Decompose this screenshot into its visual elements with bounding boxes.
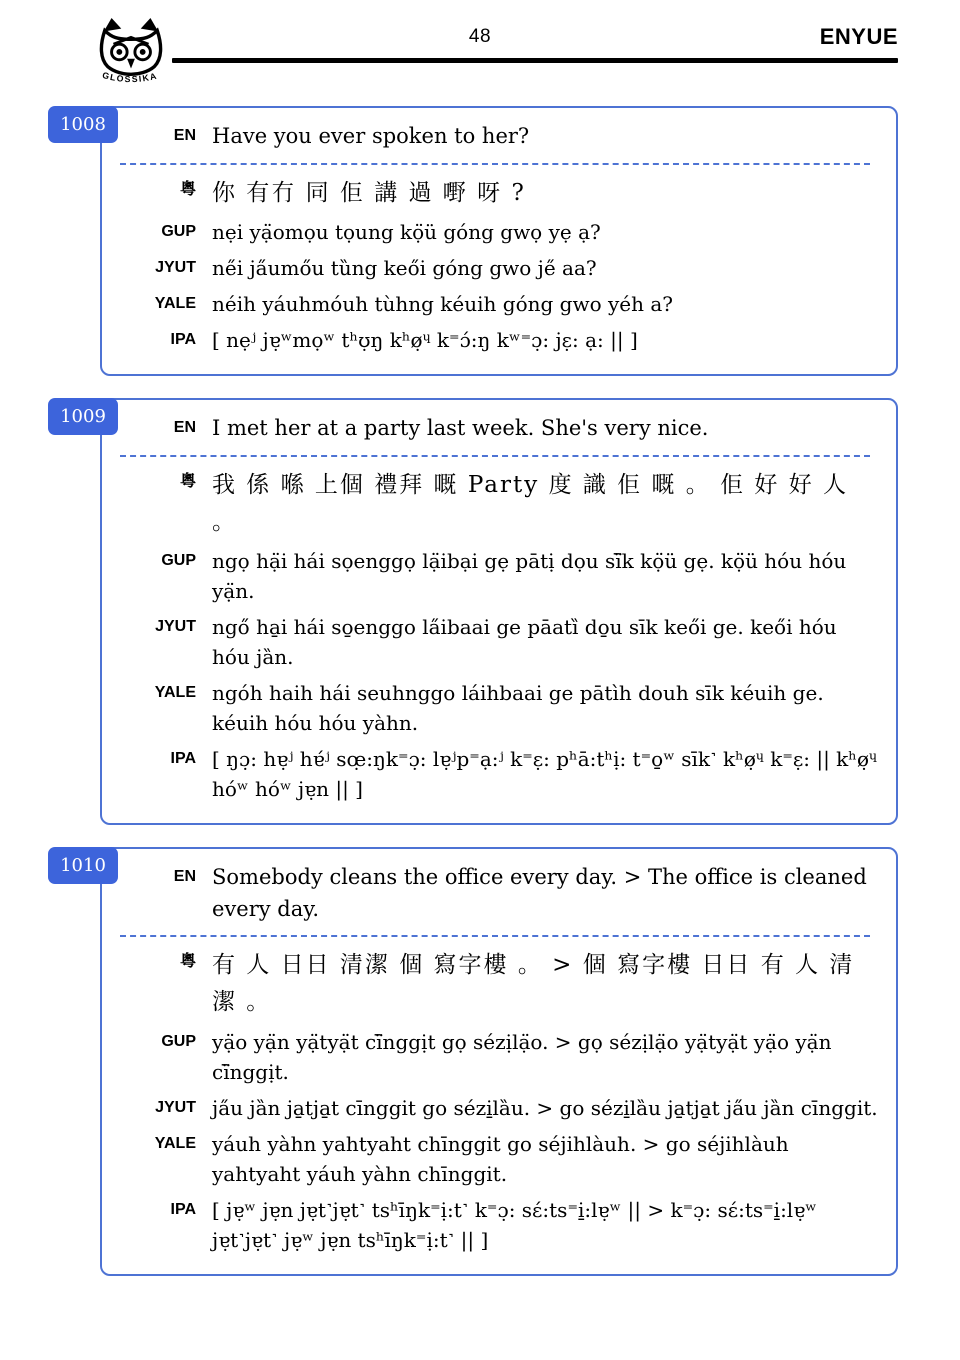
cantonese-sentence: 有 人 日日 清潔 個 寫字樓 。 > 個 寫字樓 日日 有 人 清潔 。	[212, 952, 855, 1016]
row-label-yue: 粵	[179, 953, 196, 971]
row-en	[108, 118, 878, 156]
yale-romanization: yáuh yàhn yahtyaht chīnggit go séjihlàuh. > go séjihlàuh yahtyaht yáuh yàhn chīnggit.	[212, 1131, 789, 1186]
english-sentence: Have you ever spoken to her?	[212, 124, 530, 148]
row-en	[108, 859, 878, 928]
dashed-divider	[120, 455, 870, 457]
gup-romanization: yạ̈o yạ̈n yạ̈tyạ̈t cï̄nggịt gọ sézịlạ̈o. > gọ sézịlạ̈o yạ̈tyạ̈t yạ̈o yạ̈n cï̄nggịt.	[212, 1029, 832, 1084]
card-number-badge: 1009	[48, 398, 118, 435]
row-gup	[108, 214, 878, 250]
sentence-card-1009	[60, 398, 898, 825]
english-sentence: Somebody cleans the office every day. > The office is cleaned every day.	[212, 865, 867, 921]
ipa-transcription: [ ŋɔ̣: hɐ̣ʲ hɐ́ʲ sœ̣:ŋk⁼ɔ̣: lɐ̣ʲp⁼ạ:ʲ k⁼ɛ̣: pʰā:tʰị: t⁼o̱ʷ sīk˺ kʰø̣ᶣ k⁼ɛ̣: || kʰø̣ᶣ hóʷ hóʷ jɐ̣n || ]	[212, 747, 877, 802]
card-number-badge: 1010	[48, 847, 118, 884]
row-gup	[108, 1024, 878, 1090]
row-en	[108, 410, 878, 448]
cantonese-sentence: 你 有冇 同 佢 講 過 嘢 呀 ?	[212, 179, 526, 206]
row-label-yale: YALE	[154, 1134, 196, 1152]
book-code: ENYUE	[819, 24, 898, 49]
row-label-ipa: IPA	[170, 1200, 196, 1218]
card-number-badge: 1008	[48, 106, 118, 143]
row-label-en: EN	[173, 419, 196, 437]
ipa-transcription: [ jɐ̣ʷ jɐ̣n jɐ̣t˺jɐ̣t˺ tsʰīŋk⁼ị:t˺ k⁼ɔ̣: sɛ́:ts⁼i̱:lɐ̣ʷ || > k⁼ɔ̣: sɛ́:ts⁼i̱:lɐ̣ʷ jɐ̣t˺jɐ̣t˺ jɐ̣ʷ jɐ̣n tsʰīŋk⁼ị:t˺ || ]	[212, 1197, 817, 1252]
card-body	[100, 398, 898, 825]
row-label-gup: GUP	[161, 552, 196, 570]
sentence-card-1008	[60, 106, 898, 376]
row-label-gup: GUP	[161, 223, 196, 241]
row-label-jyut: JYUT	[155, 1098, 196, 1116]
row-label-yale: YALE	[154, 684, 196, 702]
row-label-yue: 粵	[179, 180, 196, 198]
row-gup	[108, 543, 878, 609]
glossika-logo-text: GLOSSIKA	[101, 69, 159, 85]
gup-romanization: nẹi yạ̈omọu tọung kọ̈ü góng gwọ yẹ ạ?	[212, 220, 601, 245]
ipa-transcription: [ nẹʲ jɐ̣ʷmọʷ tʰʊ̣ŋ kʰø̣ᶣ k⁼ɔ́:ŋ kʷ⁼ɔ̣: jɛ̣: ạ: || ]	[212, 328, 638, 353]
row-yue	[108, 944, 878, 1024]
row-label-jyut: JYUT	[155, 259, 196, 277]
svg-text:GLOSSIKA	[101, 70, 158, 84]
owl-pupil-right	[140, 49, 146, 55]
row-label-en: EN	[173, 127, 196, 144]
row-yue	[108, 464, 878, 544]
owl-beak	[127, 59, 135, 69]
row-label-yale: YALE	[154, 295, 196, 313]
cantonese-sentence: 我 係 喺 上個 禮拜 嘅 Party 度 識 佢 嘅 。 佢 好 好 人 。	[212, 471, 849, 535]
row-jyut	[108, 250, 878, 286]
row-jyut	[108, 609, 878, 675]
sentence-card-1010	[60, 847, 898, 1276]
jyutping-romanization: ne̋i ja̋umőu tȕng keői góng gwo je̋ aa?	[212, 256, 597, 281]
row-label-ipa: IPA	[170, 750, 196, 768]
card-body	[100, 847, 898, 1276]
english-sentence: I met her at a party last week. She's very nice.	[212, 416, 709, 441]
row-label-gup: GUP	[161, 1032, 196, 1050]
dashed-divider	[120, 935, 870, 937]
header-rule	[172, 58, 898, 63]
row-ipa	[108, 1192, 878, 1258]
row-label-ipa: IPA	[170, 331, 196, 349]
row-label-yue: 粵	[179, 472, 196, 490]
owl-pupil-left	[116, 49, 122, 55]
row-yue	[108, 172, 878, 215]
row-yale	[108, 286, 878, 322]
jyutping-romanization: ngő ha̱i hái so̱enggo la̋ibaai ge pāatȉ do̱u sīk keői ge. keői hóu hóu jȁn.	[212, 615, 837, 670]
row-yale	[108, 1126, 878, 1192]
card-body	[100, 106, 898, 376]
page-number: 48	[468, 26, 492, 47]
gup-romanization: ngọ hạ̈i hái sọenggọ lạ̈ibại gẹ pātị dọu sï̄k kọ̈ü gẹ. kọ̈ü hóu hóu yạ̈n.	[212, 549, 847, 604]
row-label-jyut: JYUT	[155, 618, 196, 636]
row-label-en: EN	[173, 868, 196, 886]
jyutping-romanization: ja̋u jȁn ja̱tja̱t cīnggit go sézi̱lȁu. > go sézi̱lȁu ja̱tja̱t ja̋u jȁn cīnggit.	[212, 1095, 878, 1120]
yale-romanization: néih yáuhmóuh tùhng kéuih góng gwo yéh a?	[212, 292, 673, 317]
row-jyut	[108, 1090, 878, 1126]
row-ipa	[108, 322, 878, 358]
row-ipa	[108, 741, 878, 807]
page-header	[48, 10, 912, 92]
yale-romanization: ngóh haih hái seuhnggo láihbaai ge pātìh douh sīk kéuih ge. kéuih hóu hóu yàhn.	[212, 681, 824, 736]
row-yale	[108, 675, 878, 741]
dashed-divider	[120, 163, 870, 165]
